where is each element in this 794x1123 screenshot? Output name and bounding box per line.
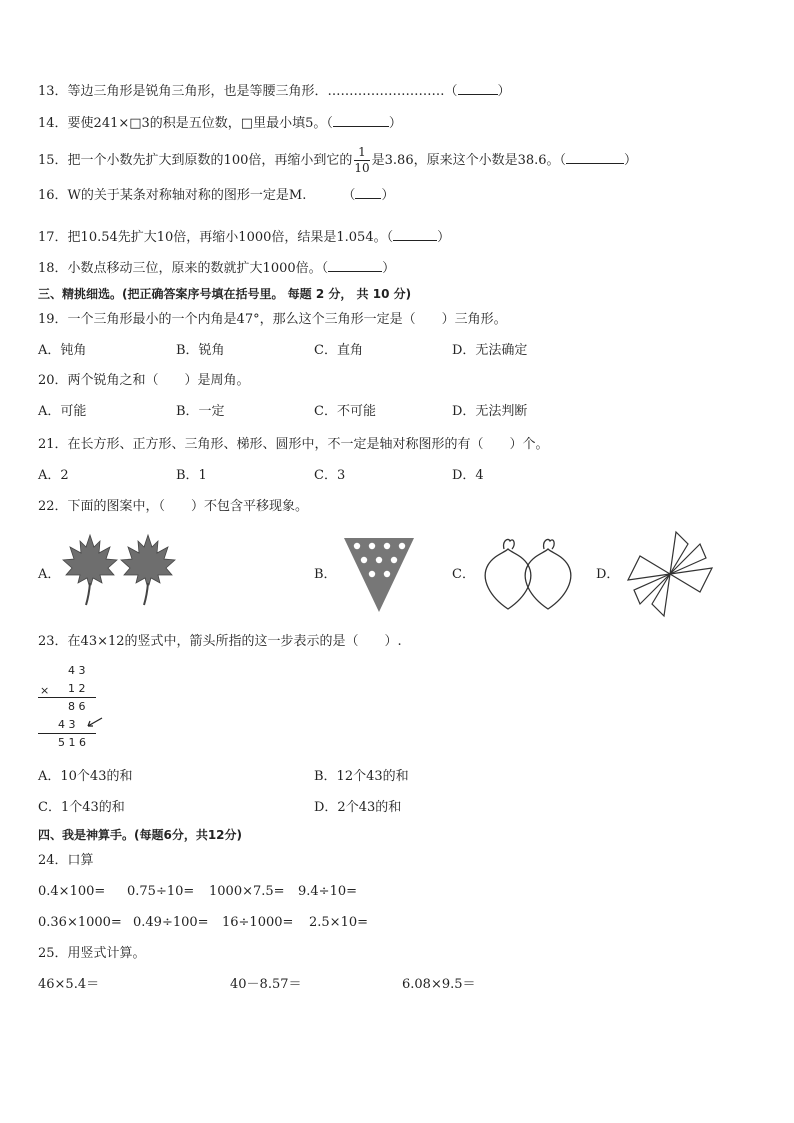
option-20-b[interactable]: B．一定 bbox=[176, 404, 225, 419]
vertical-calc-item: 46×5.4＝ bbox=[38, 977, 100, 992]
paren-close: ） bbox=[437, 230, 451, 245]
oral-calc-item: 16÷1000= bbox=[222, 915, 294, 930]
option-23-b[interactable]: B．12个43的和 bbox=[314, 769, 409, 784]
option-22-b[interactable]: B． bbox=[314, 567, 337, 582]
option-19-d[interactable]: D．无法确定 bbox=[452, 343, 528, 358]
answer-blank-17[interactable] bbox=[393, 228, 437, 241]
option-22-c[interactable]: C． bbox=[452, 567, 475, 582]
maple-leaf-icon bbox=[121, 535, 175, 605]
answer-blank-16[interactable] bbox=[355, 186, 381, 199]
question-24-title: 24．口算 bbox=[38, 853, 94, 868]
option-23-a[interactable]: A．10个43的和 bbox=[38, 769, 133, 784]
question-20: 20．两个锐角之和（ ）是周角。 bbox=[38, 373, 250, 388]
answer-blank-13[interactable] bbox=[458, 82, 498, 95]
maple-leaves-figure bbox=[62, 533, 180, 609]
pinwheel-figure bbox=[624, 528, 716, 620]
option-21-c[interactable]: C．3 bbox=[314, 468, 346, 483]
paren-close: ） bbox=[388, 116, 402, 131]
paren-close: ） bbox=[382, 261, 396, 276]
question-15 bbox=[38, 144, 637, 178]
option-19-b[interactable]: B．锐角 bbox=[176, 343, 225, 358]
oral-calc-item: 9.4÷10= bbox=[298, 884, 358, 899]
paren-close: ） bbox=[497, 84, 511, 99]
oral-calc-item: 0.75÷10= bbox=[127, 884, 195, 899]
question-19: 19．一个三角形最小的一个内角是47°，那么这个三角形一定是（ ）三角形。 bbox=[38, 312, 507, 327]
paren-close: ） bbox=[624, 153, 638, 168]
arrow-icon bbox=[84, 716, 104, 730]
question-14-text: 14．要使241×□3的积是五位数，□里最小填5。（ bbox=[38, 116, 333, 131]
question-18 bbox=[38, 259, 395, 278]
maple-leaf-icon bbox=[63, 535, 117, 605]
triangle-shape bbox=[344, 538, 414, 612]
question-18-text: 18．小数点移动三位，原来的数就扩大1000倍。（ bbox=[38, 261, 329, 276]
calc-divider bbox=[38, 733, 96, 734]
times-sign: × bbox=[40, 684, 50, 697]
multiplicand: 4 3 bbox=[68, 664, 86, 677]
oral-calc-item: 2.5×10= bbox=[309, 915, 369, 930]
answer-blank-14[interactable] bbox=[333, 114, 389, 127]
option-20-a[interactable]: A．可能 bbox=[38, 404, 87, 419]
answer-blank-15[interactable] bbox=[566, 151, 624, 164]
section-3-heading: 三、精挑细选。(把正确答案序号填在括号里。 每题 2 分， 共 10 分) bbox=[38, 287, 412, 301]
flower-triangle-figure bbox=[342, 536, 416, 614]
question-15-text-b: 是3.86，原来这个小数是38.6。（ bbox=[371, 153, 567, 168]
question-16-text: 16．W的关于某条对称轴对称的图形一定是M. bbox=[38, 188, 307, 203]
section-4-heading: 四、我是神算手。(每题6分，共12分) bbox=[38, 828, 243, 842]
option-19-c[interactable]: C．直角 bbox=[314, 343, 363, 358]
vertical-calc-item: 6.08×9.5＝ bbox=[402, 977, 476, 992]
question-23: 23．在43×12的竖式中，箭头所指的这一步表示的是（ ）. bbox=[38, 634, 402, 649]
fraction-one-tenth bbox=[354, 145, 369, 176]
oral-calc-item: 1000×7.5= bbox=[209, 884, 285, 899]
multiplier: 1 2 bbox=[68, 682, 86, 695]
final-product: 5 1 6 bbox=[58, 736, 86, 749]
option-21-a[interactable]: A．2 bbox=[38, 468, 69, 483]
paren-close: ） bbox=[381, 188, 395, 203]
question-22: 22．下面的图案中，（ ）不包含平移现象。 bbox=[38, 499, 309, 514]
fraction-denominator: 10 bbox=[354, 161, 370, 175]
heart-birds-figure bbox=[478, 535, 582, 613]
question-17-text: 17．把10.54先扩大10倍，再缩小1000倍，结果是1.054。（ bbox=[38, 230, 394, 245]
oral-calc-item: 0.49÷100= bbox=[133, 915, 209, 930]
vertical-calc-item: 40－8.57＝ bbox=[230, 977, 302, 992]
oral-calc-item: 0.4×100= bbox=[38, 884, 106, 899]
option-20-d[interactable]: D．无法判断 bbox=[452, 404, 528, 419]
oral-calc-item: 0.36×1000= bbox=[38, 915, 122, 930]
paren-open: （ bbox=[342, 188, 356, 203]
question-15-text-a: 15．把一个小数先扩大到原数的100倍，再缩小到它的 bbox=[38, 153, 353, 168]
option-22-a[interactable]: A． bbox=[38, 567, 61, 582]
option-22-d[interactable]: D． bbox=[596, 567, 620, 582]
question-21: 21．在长方形、正方形、三角形、梯形、圆形中，不一定是轴对称图形的有（ ）个。 bbox=[38, 437, 549, 452]
question-16 bbox=[38, 186, 394, 205]
partial-product-2: 4 3 bbox=[58, 718, 76, 731]
option-21-b[interactable]: B．1 bbox=[176, 468, 207, 483]
question-25-title: 25．用竖式计算。 bbox=[38, 946, 146, 961]
question-17 bbox=[38, 228, 450, 247]
question-14 bbox=[38, 114, 402, 133]
option-19-a[interactable]: A．钝角 bbox=[38, 343, 87, 358]
option-21-d[interactable]: D．4 bbox=[452, 468, 484, 483]
option-23-d[interactable]: D．2个43的和 bbox=[314, 800, 402, 815]
option-23-c[interactable]: C．1个43的和 bbox=[38, 800, 125, 815]
vertical-multiplication bbox=[38, 664, 108, 754]
answer-blank-18[interactable] bbox=[328, 259, 382, 272]
calc-divider bbox=[38, 697, 96, 698]
question-13 bbox=[38, 82, 511, 101]
question-13-text: 13．等边三角形是锐角三角形，也是等腰三角形．………………………（ bbox=[38, 84, 458, 99]
option-20-c[interactable]: C．不可能 bbox=[314, 404, 376, 419]
partial-product-1: 8 6 bbox=[68, 700, 86, 713]
fraction-numerator: 1 bbox=[354, 145, 369, 161]
